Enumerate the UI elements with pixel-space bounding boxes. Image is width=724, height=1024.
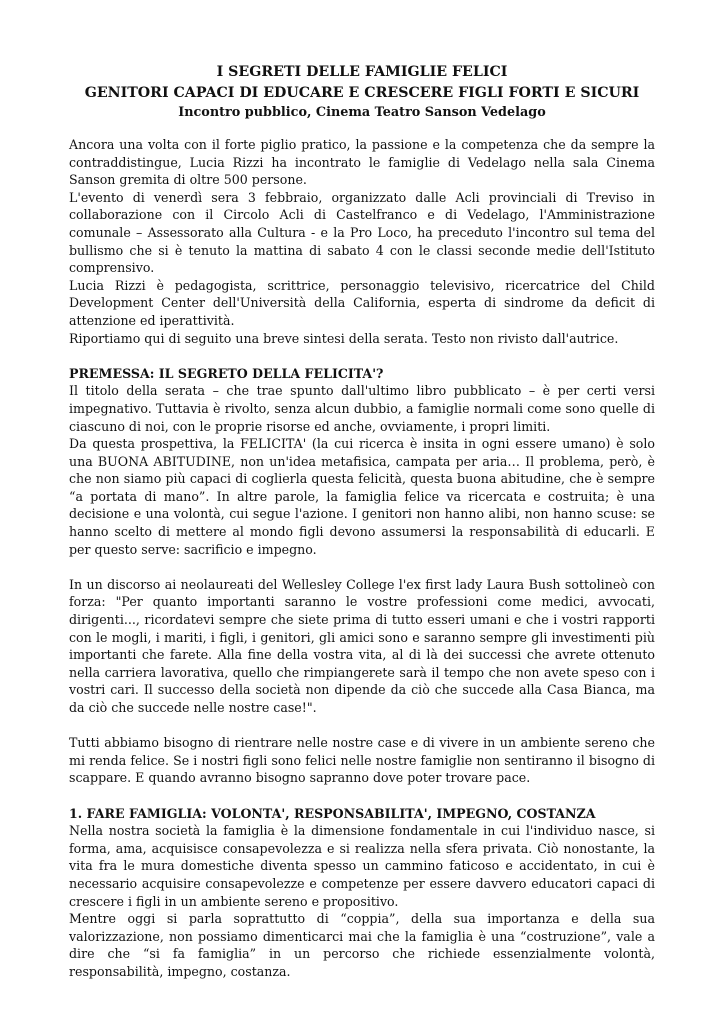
body-paragraph: Nella nostra società la famiglia è la dimensione fondamentale in cui l'individuo nasce, si forma, ama, acquisisce consapevolezza e si realizza nella sfera privata. Ciò nonostante, la vita fra le mura domestiche diventa spesso un cammino faticoso e accidentato, in cui è necessario acquisire consapevolezze e competenze per essere davvero educatori capaci di crescere i figli in un ambiente sereno e propositivo. <box>69 823 655 909</box>
quote-paragraph: In un discorso ai neolaureati del Wellesley College l'ex first lady Laura Bush sottolineò con forza: "Per quanto importanti saranno le vostre professioni come medici, avvocati, dirigenti..., ricordatevi sempre che siete prima di tutto esseri umani e che i vostri rapporti con le mogli, i mariti, i figli, i genitori, gli amici sono e saranno sempre gli investimenti più importanti che farete. Alla fine della vostra vita, al di là dei successi che avrete ottenuto nella carriera lavorativa, quello che rimpiangerete sarà il tempo che non avete speso con i vostri cari. Il successo della società non dipende da ciò che succede alla Casa Bianca, ma da ciò che succede nelle nostre case!". <box>69 576 655 715</box>
section-heading: 1. FARE FAMIGLIA: VOLONTA', RESPONSABILITA', IMPEGNO, COSTANZA <box>69 805 596 821</box>
intro-paragraph: Ancora una volta con il forte piglio pratico, la passione e la competenza che da sempre la contraddistingue, Lucia Rizzi ha incontrato le famiglie di Vedelago nella sala Cinema Sanson gremita di oltre 500 persone. <box>69 137 655 188</box>
document-title-secondary: GENITORI CAPACI DI EDUCARE E CRESCERE FIGLI FORTI E SICURI <box>84 85 640 101</box>
body-paragraph: Mentre oggi si parla soprattutto di “coppia”, della sua importanza e della sua valorizzazione, non possiamo dimenticarci mai che la famiglia è una “costruzione”, vale a dire che “si fa famiglia” in un percorso che richiede essenzialmente volontà, responsabilità, impegno, costanza. <box>69 911 655 979</box>
intro-paragraph: Riportiamo qui di seguito una breve sintesi della serata. Testo non rivisto dall'autrice. <box>69 330 619 346</box>
intro-paragraph: Lucia Rizzi è pedagogista, scrittrice, personaggio televisivo, ricercatrice del Child Development Center dell'Università della California, esperta di sindrome da deficit di attenzione ed iperattività. <box>69 277 655 328</box>
intro-paragraph: L'evento di venerdì sera 3 febbraio, organizzato dalle Acli provinciali di Treviso in collaborazione con il Circolo Acli di Castelfranco e di Vedelago, l'Amministrazione comunale – Assessorato alla Cultura - e la Pro Loco, ha preceduto l'incontro sul tema del bullismo che si è tenuto la mattina di sabato 4 con le classi seconde medie dell'Istituto comprensivo. <box>69 189 655 276</box>
body-paragraph: Il titolo della serata – che trae spunto dall'ultimo libro pubblicato – è per certi versi impegnativo. Tuttavia è rivolto, senza alcun dubbio, a famiglie normali come sono quelle di ciascuno di noi, con le proprie risorse ed anche, ovviamente, i propri limiti. <box>69 383 655 434</box>
body-paragraph: Da questa prospettiva, la FELICITA' (la cui ricerca è insita in ogni essere umano) è solo una BUONA ABITUDINE, non un'idea metafisica, campata per aria… Il problema, però, è che non siamo più capaci di coglierla questa felicità, questa buona abitudine, che è sempre “a portata di mano”. In altre parole, la famiglia felice va ricercata e costruita; è una decisione e una volontà, cui segue l'azione. I genitori non hanno alibi, non hanno scuse: se hanno scelto di mettere al mondo figli devono assumersi la responsabilità di educarli. E per questo serve: sacrificio e impegno. <box>69 436 655 557</box>
paragraph-gap <box>69 558 655 576</box>
paragraph-gap <box>69 347 655 365</box>
section-heading: PREMESSA: IL SEGRETO DELLA FELICITA'? <box>69 365 384 381</box>
paragraph-gap <box>69 717 655 735</box>
body-paragraph: Tutti abbiamo bisogno di rientrare nelle nostre case e di vivere in un ambiente sereno che mi renda felice. Se i nostri figli sono felici nelle nostre famiglie non sentiranno il bisogno di scappare. E quando avranno bisogno sapranno dove poter trovare pace. <box>69 735 655 786</box>
document-subtitle: Incontro pubblico, Cinema Teatro Sanson Vedelago <box>178 105 546 120</box>
paragraph-gap <box>69 787 655 805</box>
document-title: I SEGRETI DELLE FAMIGLIE FELICI <box>216 64 508 80</box>
